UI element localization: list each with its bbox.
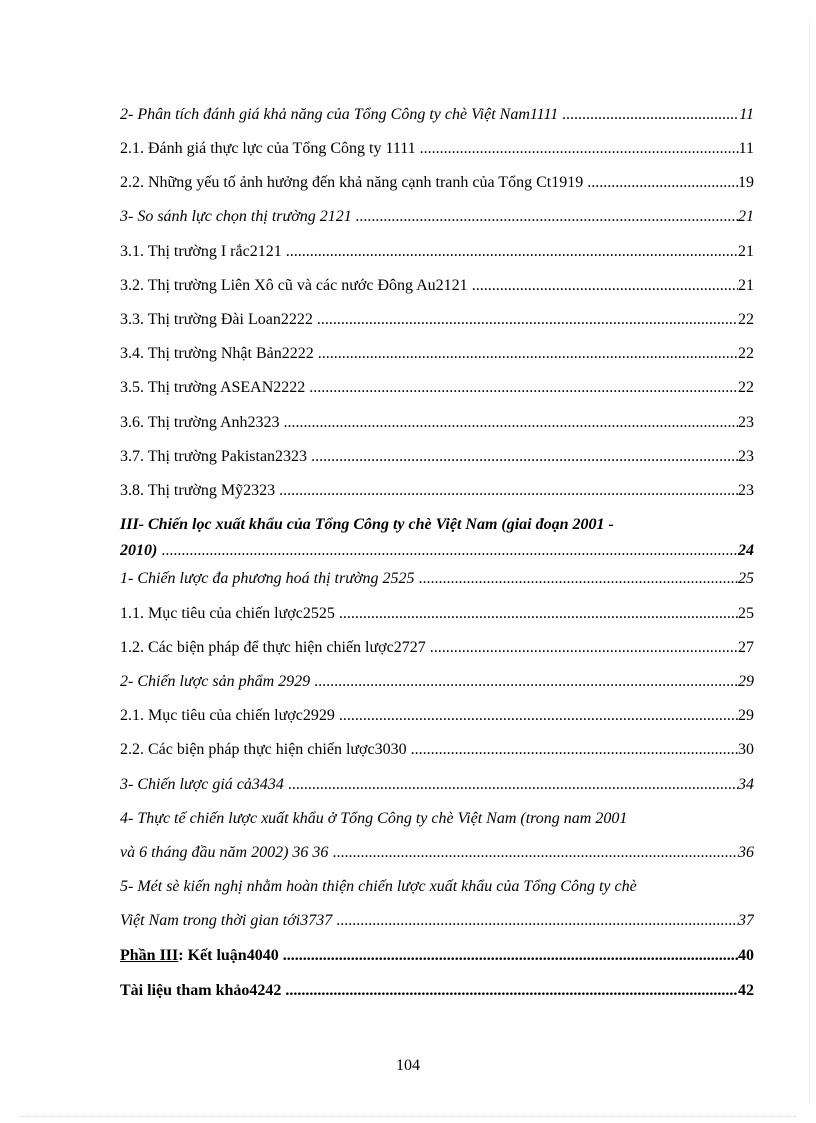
toc-entry-title: 3.7. Thị trường Pakistan2323 xyxy=(120,448,308,465)
toc-entry[interactable] xyxy=(120,704,754,728)
page-right-border xyxy=(809,20,810,1103)
toc-entry[interactable] xyxy=(120,342,754,366)
toc-page-number: 11 xyxy=(738,140,754,157)
toc-leader-dots xyxy=(311,445,738,469)
toc-entry-title: 1.2. Các biện pháp để thực hiện chiến lược2727 xyxy=(120,639,426,656)
toc-entry[interactable] xyxy=(120,103,754,127)
toc-leader-dots xyxy=(339,704,738,728)
toc-entry-title: 2- Chiến lược sản phẩm 2929 xyxy=(120,673,311,690)
toc-entry-continued[interactable] xyxy=(120,841,754,865)
toc-entry-title: 3.4. Thị trường Nhật Bản2222 xyxy=(120,345,314,362)
page-bottom-border xyxy=(20,1116,796,1117)
toc-entry-title: 3.6. Thị trường Anh2323 xyxy=(120,414,280,431)
toc-entry-title: 1- Chiến lược đa phương hoá thị trường 2525 xyxy=(120,570,415,587)
toc-page-number: 22 xyxy=(738,345,754,362)
toc-page-number: 34 xyxy=(738,776,754,793)
toc-page-number: 21 xyxy=(738,277,754,294)
toc-leader-dots xyxy=(279,479,738,503)
toc-page-number: 29 xyxy=(738,707,754,724)
toc-entry[interactable] xyxy=(120,376,754,400)
toc-entry-continued[interactable] xyxy=(120,909,754,933)
toc-leader-dots xyxy=(161,539,738,563)
toc-page-number: 30 xyxy=(738,741,754,758)
toc-leader-dots xyxy=(587,171,738,195)
toc-leader-dots xyxy=(418,567,738,591)
toc-leader-dots xyxy=(286,240,738,264)
toc-page-number: 27 xyxy=(738,639,754,656)
toc-entry-title: 3.2. Thị trường Liên Xô cũ và các nước Đông Au2121 xyxy=(120,277,468,294)
toc-entry[interactable] xyxy=(120,807,754,831)
toc-entry[interactable] xyxy=(120,137,754,161)
toc-entry[interactable] xyxy=(120,240,754,264)
toc-page-number: 25 xyxy=(738,605,754,622)
toc-leader-dots xyxy=(339,602,738,626)
toc-entry-title: 3.1. Thị trường I rắc2121 xyxy=(120,243,282,260)
toc-entry[interactable] xyxy=(120,479,754,503)
toc-leader-dots xyxy=(283,944,738,968)
toc-page-number: 37 xyxy=(738,912,754,929)
toc-leader-dots xyxy=(285,979,738,1003)
toc-entry-title: 2.1. Mục tiêu của chiến lược2929 xyxy=(120,707,335,724)
toc-entry[interactable] xyxy=(120,411,754,435)
toc-leader-dots xyxy=(562,103,739,127)
toc-page-number: 36 xyxy=(738,844,754,861)
toc-page-number: 42 xyxy=(738,982,754,999)
toc-entry-title: Việt Nam trong thời gian tới3737 xyxy=(120,912,333,929)
toc-page-number: 21 xyxy=(738,243,754,260)
toc-part-label: Phần III xyxy=(120,947,179,964)
toc-leader-dots xyxy=(472,274,738,298)
toc-leader-dots xyxy=(430,636,738,660)
toc-entry-title: 2010) xyxy=(120,542,158,559)
toc-entry-title: 2.1. Đánh giá thực lực của Tổng Công ty 1111 xyxy=(120,140,416,157)
toc-entry-title: 3.3. Thị trường Đài Loan2222 xyxy=(120,311,313,328)
toc-section-heading[interactable] xyxy=(120,513,754,537)
toc-leader-dots xyxy=(336,909,738,933)
toc-page-number: 11 xyxy=(739,106,754,123)
toc-entry-title: 3.5. Thị trường ASEAN2222 xyxy=(120,379,306,396)
toc-entry[interactable] xyxy=(120,636,754,660)
toc-entry[interactable] xyxy=(120,171,754,195)
toc-page-number: 40 xyxy=(738,947,754,964)
toc-entry[interactable] xyxy=(120,274,754,298)
toc-leader-dots xyxy=(411,738,738,762)
toc-leader-dots xyxy=(420,137,739,161)
toc-entry[interactable] xyxy=(120,738,754,762)
toc-page-number: 23 xyxy=(738,448,754,465)
toc-entry[interactable] xyxy=(120,773,754,797)
toc-leader-dots xyxy=(309,376,738,400)
toc-entry-title: 4- Thực tế chiến lược xuất khẩu ở Tổng Công ty chè Việt Nam (trong nam 2001 xyxy=(120,810,628,827)
toc-page-number: 19 xyxy=(738,174,754,191)
toc-page-number: 24 xyxy=(738,542,754,559)
toc-page-number: 22 xyxy=(738,379,754,396)
toc-entry[interactable] xyxy=(120,445,754,469)
toc-entry-title: 1.1. Mục tiêu của chiến lược2525 xyxy=(120,605,335,622)
toc-section-heading-continued[interactable] xyxy=(120,539,754,563)
toc-entry-title: 3- So sánh lực chọn thị trường 2121 xyxy=(120,208,352,225)
toc-entry-title: 3.8. Thị trường Mỹ2323 xyxy=(120,482,276,499)
toc-entry[interactable] xyxy=(120,670,754,694)
toc-leader-dots xyxy=(332,841,738,865)
toc-page-number: 21 xyxy=(738,208,754,225)
toc-entry-title: III- Chiến lọc xuất khẩu của Tổng Công ty chè Việt Nam (giai đoạn 2001 - xyxy=(120,516,614,533)
toc-leader-dots xyxy=(288,773,738,797)
toc-entry-title: : Kết luận4040 xyxy=(178,947,279,964)
toc-leader-dots xyxy=(318,342,738,366)
toc-page-number: 23 xyxy=(738,414,754,431)
page-number: 104 xyxy=(396,1057,420,1074)
toc-leader-dots xyxy=(284,411,738,435)
toc-references-entry[interactable] xyxy=(120,979,754,1003)
toc-page-number: 25 xyxy=(738,570,754,587)
toc-page-number: 29 xyxy=(738,673,754,690)
toc-entry-title: Tài liệu tham khảo4242 xyxy=(120,982,282,999)
toc-entry[interactable] xyxy=(120,205,754,229)
toc-entry-title: 2- Phân tích đánh giá khả năng của Tổng Công ty chè Việt Nam1111 xyxy=(120,106,559,123)
toc-entry-title: 2.2. Các biện pháp thực hiện chiến lược3030 xyxy=(120,741,407,758)
toc-leader-dots xyxy=(314,670,738,694)
toc-entry-title: 5- Mét sè kiến nghị nhằm hoàn thiện chiến lược xuất khẩu của Tổng Công ty chè xyxy=(120,878,637,895)
toc-part-entry[interactable] xyxy=(120,944,754,968)
toc-entry[interactable] xyxy=(120,875,754,899)
toc-entry-title: và 6 tháng đầu năm 2002) 36 36 xyxy=(120,844,329,861)
toc-leader-dots xyxy=(317,308,738,332)
toc-leader-dots xyxy=(356,205,738,229)
toc-entry[interactable] xyxy=(120,567,754,591)
toc-entry[interactable] xyxy=(120,308,754,332)
toc-entry-title: 2.2. Những yếu tố ảnh hưởng đến khả năng cạnh tranh của Tổng Ct1919 xyxy=(120,174,584,191)
toc-entry[interactable] xyxy=(120,602,754,626)
toc-entry-title: 3- Chiến lược giá cả3434 xyxy=(120,776,284,793)
toc-page-number: 23 xyxy=(738,482,754,499)
toc-page-number: 22 xyxy=(738,311,754,328)
